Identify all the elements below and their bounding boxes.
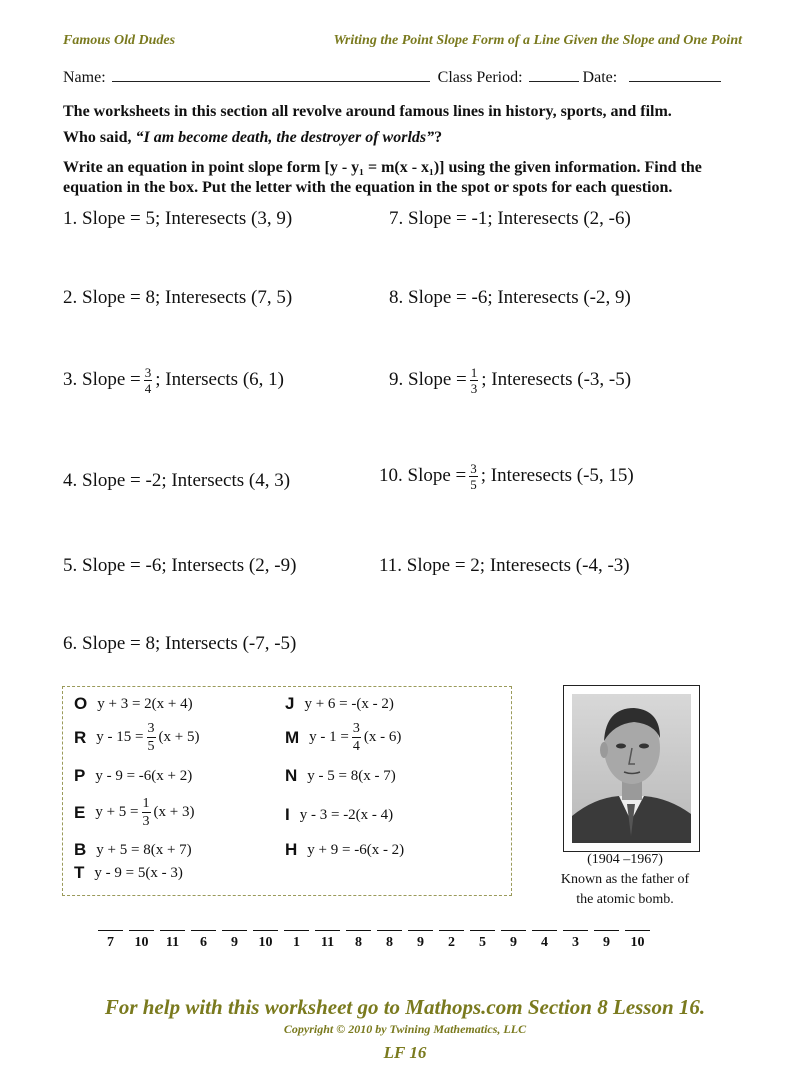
question-slope: Slope = 8;: [82, 633, 161, 654]
blank-1[interactable]: [98, 920, 123, 951]
blank-number: 11: [165, 935, 180, 950]
answer-equation-tail: (x + 3): [153, 804, 195, 820]
blank-line[interactable]: [563, 920, 588, 931]
blank-13[interactable]: [470, 920, 495, 951]
question-number: 5.: [63, 555, 78, 576]
blank-number: 8: [386, 935, 393, 950]
blank-number: 1: [293, 935, 300, 950]
date-label: Date:: [582, 69, 618, 86]
answer-equation: y + 6 = -(x - 2): [304, 695, 394, 712]
period-label: Class Period:: [437, 69, 523, 86]
answer-equation: y - 9 = 5(x - 3): [94, 864, 183, 881]
blank-15[interactable]: [532, 920, 557, 951]
photo-caption-line2: the atomic bomb.: [576, 892, 674, 907]
blank-11[interactable]: [408, 920, 433, 951]
fraction-denominator: 3: [142, 814, 150, 829]
fraction-numerator: 3: [147, 721, 155, 736]
question-point: Interesects (3, 9): [165, 208, 293, 229]
question-number: 9.: [389, 368, 404, 390]
blank-line[interactable]: [594, 920, 619, 931]
blank-line[interactable]: [501, 920, 526, 931]
question-number: 3.: [63, 368, 78, 390]
answer-equation: y + 3 = 2(x + 4): [97, 695, 193, 712]
blank-18[interactable]: [625, 920, 650, 951]
fraction-numerator: 3: [352, 721, 360, 736]
blank-line[interactable]: [439, 920, 464, 931]
question-slope: Slope =: [408, 368, 467, 390]
question-point: Intersects (-7, -5): [165, 633, 297, 654]
question-4: [63, 470, 290, 492]
blank-number: 9: [417, 935, 424, 950]
blank-number: 3: [572, 935, 579, 950]
blank-line[interactable]: [160, 920, 185, 931]
footer-worksheet-code: LF 16: [383, 1043, 427, 1062]
answer-o: [74, 694, 193, 714]
name-label: Name:: [63, 69, 106, 86]
intro-line2: [63, 128, 763, 148]
blank-2[interactable]: [129, 920, 154, 951]
blank-7[interactable]: [284, 920, 309, 951]
answer-letter: M: [285, 727, 300, 747]
photo-caption-years: (1904 –1967): [587, 852, 663, 867]
question-slope: Slope = 5;: [82, 208, 161, 229]
question-point: Intersects (4, 3): [171, 470, 291, 491]
answer-t: [74, 863, 183, 883]
fraction-denominator: 3: [470, 381, 478, 396]
answer-equation: y + 5 = 8(x + 7): [96, 841, 192, 858]
question-9: [389, 366, 631, 395]
fraction-numerator: 1: [142, 796, 150, 811]
period-field[interactable]: [529, 67, 579, 82]
question-slope: Slope =: [82, 368, 141, 390]
blank-number: 6: [200, 935, 207, 950]
intro-quote-prefix: Who said,: [63, 129, 136, 146]
question-10: [379, 462, 634, 491]
question-number: 6.: [63, 633, 78, 654]
question-7: [389, 208, 631, 230]
answer-i: [285, 805, 393, 825]
answer-equation: y - 3 = -2(x - 4): [299, 806, 394, 823]
question-number: 1.: [63, 208, 78, 229]
answer-equation-tail: (x - 6): [363, 729, 402, 745]
header-left-title: Famous Old Dudes: [63, 33, 176, 48]
fraction-denominator: 4: [352, 739, 360, 754]
portrait-photo: [563, 685, 700, 852]
answer-j: [285, 694, 394, 714]
answer-letter: B: [74, 840, 87, 859]
answer-letter: O: [74, 694, 88, 713]
blank-number: 9: [231, 935, 238, 950]
answer-letter: J: [285, 694, 295, 713]
blank-number: 11: [320, 935, 335, 950]
answer-p: [74, 766, 192, 786]
answer-m: [285, 721, 401, 754]
answer-letter: I: [285, 805, 290, 824]
intro-quote-suffix: ?: [434, 129, 443, 146]
answer-equation: y + 5 =: [95, 804, 139, 820]
blank-line[interactable]: [253, 920, 278, 931]
header-right-title: Writing the Point Slope Form of a Line Given the Slope and One Point: [333, 33, 742, 48]
blank-number: 4: [541, 935, 548, 950]
question-number: 10.: [379, 464, 403, 486]
answer-h: [285, 840, 404, 860]
fraction-numerator: 1: [470, 365, 478, 380]
blank-line[interactable]: [408, 920, 433, 931]
footer-copyright: Copyright © 2010 by Twining Mathematics, LLC: [283, 1022, 527, 1036]
blank-line[interactable]: [222, 920, 247, 931]
intro-instructions: Write an equation in point slope form [y - y₁ = m(x - x₁)] using the given information. Find the equation in the box. Put the letter with the equation in the spot or spots for each question.: [63, 159, 702, 196]
blank-6[interactable]: [253, 920, 278, 951]
fraction-denominator: 5: [147, 739, 155, 754]
footer-help-link[interactable]: For help with this worksheet go to Mathops.com Section 8 Lesson 16.: [104, 995, 706, 1019]
blank-number: 10: [258, 935, 273, 950]
question-point: Interesects (2, -6): [497, 208, 631, 229]
blank-16[interactable]: [563, 920, 588, 951]
blank-line[interactable]: [625, 920, 650, 931]
blank-number: 9: [603, 935, 610, 950]
question-1: [63, 208, 292, 230]
blank-4[interactable]: [191, 920, 216, 951]
question-slope: Slope = -2;: [82, 470, 167, 491]
question-point: Interesects (-2, 9): [497, 287, 631, 308]
question-slope: Slope = -6;: [82, 555, 167, 576]
answer-r: [74, 721, 199, 754]
answer-n: [285, 766, 396, 786]
blank-8[interactable]: [315, 920, 340, 951]
answer-fraction: [352, 721, 361, 754]
question-number: 8.: [389, 287, 404, 308]
question-point: ; Interesects (-5, 15): [480, 464, 634, 486]
blank-line[interactable]: [98, 920, 123, 931]
answer-letter: T: [74, 863, 85, 882]
answer-letter: N: [285, 766, 298, 785]
blank-line[interactable]: [284, 920, 309, 931]
question-number: 7.: [389, 208, 404, 229]
answer-letter: H: [285, 840, 298, 859]
blank-number: 10: [134, 935, 149, 950]
answer-letter: P: [74, 766, 86, 785]
slope-fraction: [469, 462, 478, 491]
answer-fraction: [142, 796, 151, 829]
slope-fraction: [144, 366, 153, 395]
answer-equation: y - 9 = -6(x + 2): [95, 767, 193, 784]
fraction-denominator: 4: [144, 381, 152, 396]
fraction-denominator: 5: [470, 477, 477, 492]
name-row: [63, 67, 753, 87]
blank-number: 5: [479, 935, 486, 950]
intro-quote: “I am become death, the destroyer of worlds”: [135, 129, 435, 146]
blank-number: 2: [448, 935, 455, 950]
blank-number: 7: [107, 935, 114, 950]
blank-line[interactable]: [129, 920, 154, 931]
answer-equation: y - 1 =: [309, 729, 349, 745]
blank-line[interactable]: [377, 920, 402, 931]
question-slope: Slope = 8;: [82, 287, 161, 308]
fraction-numerator: 3: [470, 461, 477, 476]
name-field[interactable]: [112, 67, 430, 82]
question-point: ; Interesects (-3, -5): [481, 368, 632, 390]
question-5: [63, 555, 296, 577]
blank-line[interactable]: [191, 920, 216, 931]
question-2: [63, 287, 292, 309]
question-point: ; Intersects (6, 1): [155, 368, 284, 390]
answer-equation: y - 15 =: [96, 729, 144, 745]
blank-14[interactable]: [501, 920, 526, 951]
question-point: Interesects (-4, -3): [489, 555, 630, 576]
answer-e: [74, 796, 194, 829]
question-number: 11.: [379, 555, 403, 576]
question-point: Intersects (2, -9): [171, 555, 297, 576]
blank-number: 9: [510, 935, 517, 950]
answer-equation-tail: (x + 5): [158, 729, 200, 745]
question-8: [389, 287, 631, 309]
photo-caption-line1: Known as the father of: [560, 872, 690, 887]
fraction-numerator: 3: [144, 365, 152, 380]
answer-b: [74, 840, 192, 860]
slope-fraction: [470, 366, 479, 395]
question-slope: Slope =: [407, 464, 467, 486]
answer-equation: y + 9 = -6(x - 2): [307, 841, 405, 858]
blank-17[interactable]: [594, 920, 619, 951]
question-point: Interesects (7, 5): [165, 287, 293, 308]
question-slope: Slope = -1;: [408, 208, 493, 229]
blank-9[interactable]: [346, 920, 371, 951]
blank-12[interactable]: [439, 920, 464, 951]
answer-equation: y - 5 = 8(x - 7): [307, 767, 396, 784]
blank-line[interactable]: [346, 920, 371, 931]
intro-line1: The worksheets in this section all revolve around famous lines in history, sports, and film.: [63, 103, 672, 120]
question-3: [63, 366, 284, 395]
blank-5[interactable]: [222, 920, 247, 951]
answer-blanks: [98, 920, 650, 951]
question-slope: Slope = -6;: [408, 287, 493, 308]
question-slope: Slope = 2;: [406, 555, 486, 576]
answer-letter: R: [74, 727, 87, 747]
question-6: [63, 633, 296, 655]
blank-number: 10: [630, 935, 645, 950]
question-11: [379, 555, 630, 577]
blank-3[interactable]: [160, 920, 185, 951]
date-field[interactable]: [629, 67, 721, 82]
blank-line[interactable]: [315, 920, 340, 931]
blank-10[interactable]: [377, 920, 402, 951]
blank-line[interactable]: [532, 920, 557, 931]
answer-letter: E: [74, 802, 86, 822]
question-number: 4.: [63, 470, 78, 491]
blank-line[interactable]: [470, 920, 495, 931]
portrait-image: [564, 686, 699, 851]
question-number: 2.: [63, 287, 78, 308]
answer-fraction: [147, 721, 156, 754]
blank-number: 8: [355, 935, 362, 950]
